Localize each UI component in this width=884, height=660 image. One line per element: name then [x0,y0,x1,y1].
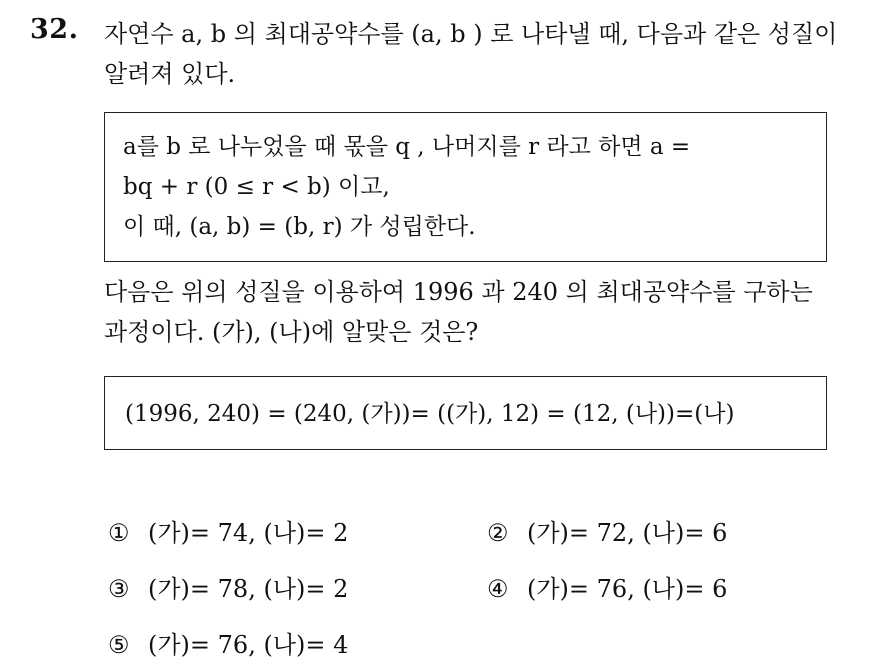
choice-1[interactable] [108,513,348,548]
property-line-2: bq + r (0 ≤ r < b) 이고, [123,174,390,200]
choice-4-mark: ④ [487,575,509,603]
choice-5[interactable] [108,625,348,660]
choice-4[interactable] [487,569,727,604]
choice-1-text: (가)= 74, (나)= 2 [148,519,349,547]
choice-4-text: (가)= 76, (나)= 6 [527,575,728,603]
question-stem [104,14,864,94]
instruction-text [104,272,864,352]
question-number: 32. [30,14,79,45]
choice-3-text: (가)= 78, (나)= 2 [148,575,349,603]
choice-5-text: (가)= 76, (나)= 4 [148,631,349,659]
stem-line-2: 알려져 있다. [104,60,236,88]
stem-line-1: 자연수 a, b 의 최대공약수를 (a, b ) 로 나타낼 때, 다음과 같은 성질이 [104,20,838,48]
choice-2[interactable] [487,513,727,548]
choice-2-mark: ② [487,519,509,547]
process-line-1: (1996, 240) = (240, (가))= ((가), 12) = (12, (나))=(나) [125,401,735,427]
property-line-3: 이 때, (a, b) = (b, r) 가 성립한다. [123,214,476,240]
instruction-line-2: 과정이다. (가), (나)에 알맞은 것은? [104,318,479,346]
choice-3-mark: ③ [108,575,130,603]
instruction-line-1: 다음은 위의 성질을 이용하여 1996 과 240 의 최대공약수를 구하는 [104,278,813,306]
property-line-1: a를 b 로 나누었을 때 몫을 q , 나머지를 r 라고 하면 a = [123,134,691,160]
choice-3[interactable] [108,569,348,604]
choice-1-mark: ① [108,519,130,547]
property-box [104,112,827,262]
choice-5-mark: ⑤ [108,631,130,659]
process-box [104,376,827,450]
choice-2-text: (가)= 72, (나)= 6 [527,519,728,547]
